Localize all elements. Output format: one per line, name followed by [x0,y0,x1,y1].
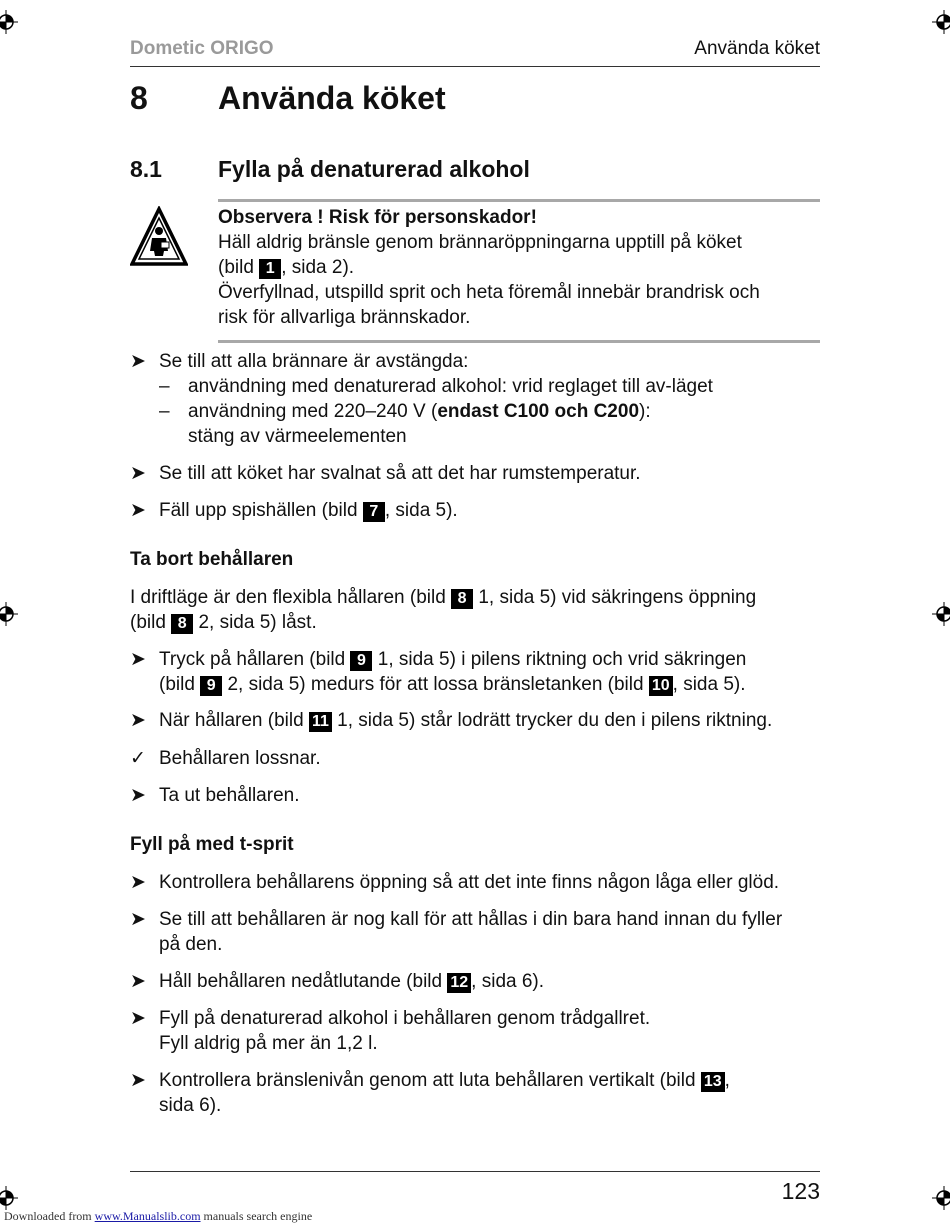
text-segment: Håll behållaren nedåtlutande (bild [159,971,448,992]
manualslib-link[interactable]: www.Manualslib.com [94,1209,201,1223]
step-fold-up-hob [159,498,820,523]
arrow-bullet-icon: ➤ [130,710,146,731]
arrow-bullet-icon: ➤ [130,500,146,521]
crop-mark-bottom-right [932,1186,950,1210]
header-rule [130,66,820,67]
result-container-released: Behållaren lossnar. [159,748,321,769]
warning-line-2-pre: (bild [218,257,260,278]
text-segment: , sida 6). [471,971,545,992]
figure-ref: 12 [447,973,471,993]
arrow-bullet-icon: ➤ [130,463,146,484]
header-section: Använda köket [694,38,820,59]
chapter-title: Använda köket [218,80,446,116]
step-check-level-cont: sida 6). [159,1095,222,1116]
crop-mark-mid-left [0,602,18,626]
warning-line-3: Överfyllnad, utspilld sprit och heta föremål innebär brandrisk och [218,282,760,303]
figure-ref: 9 [200,676,222,696]
step-press-holder-cont [159,672,820,697]
text-segment: användning med 220–240 V ( [188,401,438,422]
warning-line-2 [218,255,820,280]
step-holder-vertical [159,708,830,733]
text-segment: , sida 5). [384,500,458,521]
paragraph-holder-line-2 [130,610,820,635]
step-take-out: Ta ut behållaren. [159,785,300,806]
arrow-bullet-icon: ➤ [130,785,146,806]
arrow-bullet-icon: ➤ [130,909,146,930]
step-burners-off-electric-cont: stäng av värmeelementen [188,426,407,447]
text-segment: 1, sida 5) vid säkringens öppning [473,587,757,608]
footer-rule [130,1171,820,1172]
dash-bullet: – [159,401,170,422]
warning-text [218,205,820,330]
download-notice [4,1209,312,1224]
subheading-remove-container: Ta bort behållaren [130,549,294,570]
text-segment: 2, sida 5) låst. [193,612,317,633]
crop-mark-top-left [0,10,18,34]
crop-mark-top-right [932,10,950,34]
step-cool-enough-cont: på den. [159,934,223,955]
crop-mark-bottom-left [0,1186,18,1210]
section-number: 8.1 [130,156,162,182]
step-press-holder [159,647,820,672]
arrow-bullet-icon: ➤ [130,1070,146,1091]
text-segment: I driftläge är den flexibla hållaren (bild [130,587,452,608]
step-hold-tilted [159,969,820,994]
subheading-fill: Fyll på med t-sprit [130,834,294,855]
step-cooled: Se till att köket har svalnat så att det har rumstemperatur. [159,463,641,484]
step-fill-alcohol: Fyll på denaturerad alkohol i behållaren genom trådgallret. [159,1008,651,1029]
text-segment: (bild [130,612,172,633]
step-check-opening: Kontrollera behållarens öppning så att det inte finns någon låga eller glöd. [159,872,780,893]
text-segment: 1, sida 5) står lodrätt trycker du den i pilens riktning. [331,710,773,731]
figure-ref: 9 [350,651,372,671]
step-cool-enough: Se till att behållaren är nog kall för att hållas i din bara hand innan du fyller [159,909,783,930]
chapter-number: 8 [130,80,148,116]
text-segment: När hållaren (bild [159,710,309,731]
text-segment: , sida 5). [672,674,746,695]
arrow-bullet-icon: ➤ [130,351,146,372]
text-segment: 2, sida 5) medurs för att lossa bränsletanken (bild [222,674,649,695]
bold-models: endast C100 och C200 [437,401,640,422]
figure-ref: 1 [259,259,281,279]
dash-bullet: – [159,376,170,397]
text-segment: 1, sida 5) i pilens riktning och vrid säkringen [372,649,747,670]
check-icon: ✓ [130,748,146,769]
step-burners-off-alcohol: användning med denaturerad alkohol: vrid reglaget till av-läget [188,376,713,397]
text-segment: (bild [159,674,201,695]
warning-line-4: risk för allvarliga brännskador. [218,307,471,328]
text-segment: Kontrollera bränslenivån genom att luta behållaren vertikalt (bild [159,1070,701,1091]
figure-ref: 10 [649,676,673,696]
crop-mark-mid-right [932,602,950,626]
step-check-level [159,1068,820,1093]
manual-page [130,0,820,1229]
figure-ref: 8 [451,589,473,609]
page-number: 123 [781,1178,820,1204]
arrow-bullet-icon: ➤ [130,649,146,670]
text-segment: ): [639,401,651,422]
arrow-bullet-icon: ➤ [130,1008,146,1029]
text-segment: , [724,1070,730,1091]
warning-title: Observera ! Risk för personskador! [218,207,537,228]
step-fill-alcohol-limit: Fyll aldrig på mer än 1,2 l. [159,1033,378,1054]
download-suffix: manuals search engine [200,1209,313,1223]
section-title: Fylla på denaturerad alkohol [218,156,530,182]
figure-ref: 11 [309,712,332,732]
arrow-bullet-icon: ➤ [130,971,146,992]
step-burners-off: Se till att alla brännare är avstängda: [159,351,469,372]
paragraph-holder-line-1 [130,585,820,610]
download-prefix: Downloaded from [4,1209,95,1223]
warning-person-icon [130,206,188,272]
figure-ref: 8 [171,614,193,634]
text-segment: Fäll upp spishällen (bild [159,500,363,521]
figure-ref: 13 [701,1072,725,1092]
warning-line-1: Häll aldrig bränsle genom brännaröppningarna upptill på köket [218,232,742,253]
figure-ref: 7 [363,502,385,522]
step-burners-off-electric [188,399,820,424]
header-brand: Dometic ORIGO [130,38,274,59]
text-segment: Tryck på hållaren (bild [159,649,351,670]
warning-line-2-post: , sida 2). [281,257,355,278]
arrow-bullet-icon: ➤ [130,872,146,893]
